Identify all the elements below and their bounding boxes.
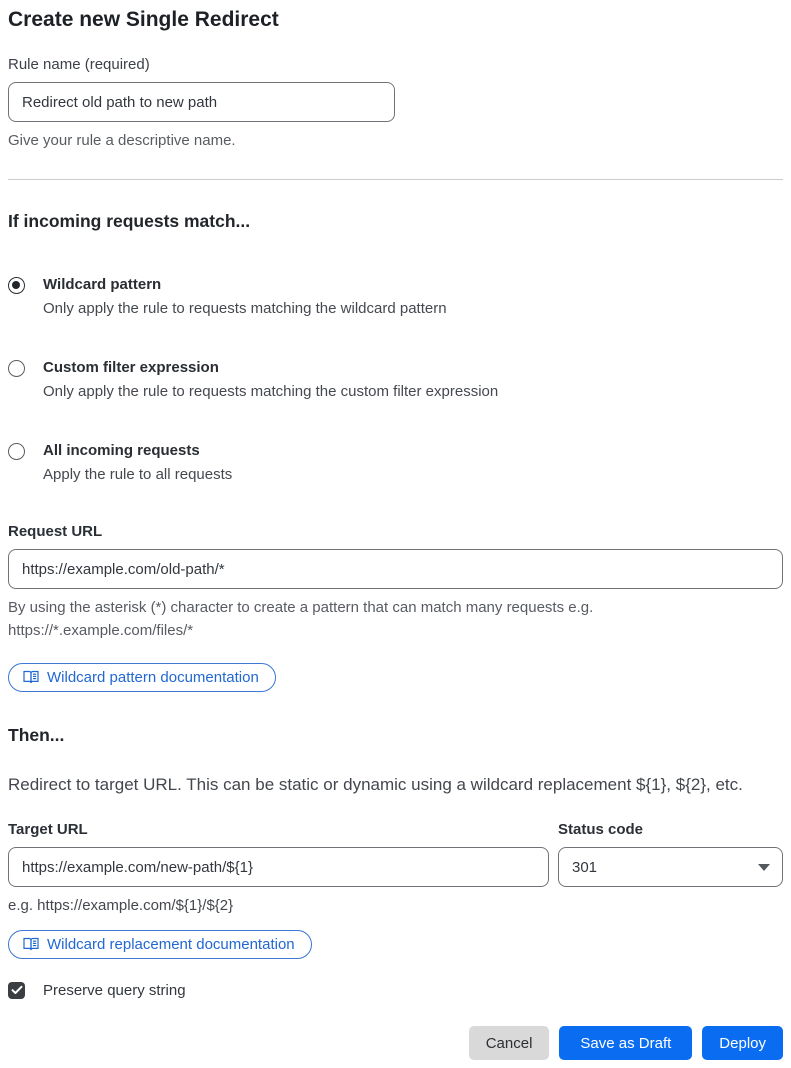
radio-option-wildcard-pattern[interactable] bbox=[8, 274, 783, 320]
radio-description: Only apply the rule to requests matching the wildcard pattern bbox=[43, 300, 447, 317]
preserve-query-string-label: Preserve query string bbox=[43, 982, 186, 999]
target-url-helper: e.g. https://example.com/${1}/${2} bbox=[8, 897, 234, 914]
cancel-button[interactable]: Cancel bbox=[469, 1026, 550, 1060]
rule-name-input[interactable] bbox=[8, 82, 395, 122]
radio-button[interactable] bbox=[8, 360, 25, 377]
then-section-heading: Then... bbox=[8, 725, 65, 745]
section-divider bbox=[8, 179, 783, 180]
match-type-radio-group bbox=[8, 274, 783, 486]
book-icon bbox=[23, 937, 39, 951]
request-url-helper bbox=[8, 596, 783, 642]
doc-button-label: Wildcard pattern documentation bbox=[47, 668, 259, 686]
radio-label: All incoming requests bbox=[43, 442, 200, 459]
status-code-label: Status code bbox=[558, 821, 644, 838]
preserve-query-string-row[interactable] bbox=[8, 982, 783, 999]
request-url-label: Request URL bbox=[8, 523, 103, 540]
radio-label: Custom filter expression bbox=[43, 359, 219, 376]
target-url-input[interactable] bbox=[8, 847, 549, 887]
footer-actions bbox=[8, 1026, 783, 1060]
target-url-label: Target URL bbox=[8, 821, 88, 838]
request-url-input[interactable] bbox=[8, 549, 783, 589]
deploy-button[interactable]: Deploy bbox=[702, 1026, 783, 1060]
radio-option-all-incoming-requests[interactable] bbox=[8, 440, 783, 486]
book-icon bbox=[23, 670, 39, 684]
request-url-helper-line2: https://*.example.com/files/* bbox=[8, 622, 194, 639]
wildcard-replacement-documentation-button[interactable] bbox=[8, 930, 312, 959]
radio-button-selected[interactable] bbox=[8, 277, 25, 294]
request-url-helper-line1: By using the asterisk (*) character to create a pattern that can match many requests e.g. bbox=[8, 599, 594, 616]
then-section-description: Redirect to target URL. This can be static or dynamic using a wildcard replacement ${1}, ${2}, etc. bbox=[8, 775, 743, 794]
status-code-select[interactable] bbox=[558, 847, 783, 887]
target-row bbox=[8, 797, 783, 917]
wildcard-pattern-documentation-button[interactable] bbox=[8, 663, 276, 692]
page-title: Create new Single Redirect bbox=[8, 8, 279, 31]
save-as-draft-button[interactable]: Save as Draft bbox=[559, 1026, 692, 1060]
radio-label: Wildcard pattern bbox=[43, 276, 162, 293]
rule-name-label: Rule name (required) bbox=[8, 56, 150, 73]
status-code-value: 301 bbox=[572, 858, 598, 876]
radio-button[interactable] bbox=[8, 443, 25, 460]
check-icon bbox=[11, 982, 23, 1000]
doc-button-label: Wildcard replacement documentation bbox=[47, 935, 295, 953]
match-section-heading: If incoming requests match... bbox=[8, 211, 251, 231]
radio-option-custom-filter-expression[interactable] bbox=[8, 357, 783, 403]
radio-description: Apply the rule to all requests bbox=[43, 466, 233, 483]
radio-description: Only apply the rule to requests matching the custom filter expression bbox=[43, 383, 499, 400]
chevron-down-icon bbox=[758, 864, 770, 871]
rule-name-helper: Give your rule a descriptive name. bbox=[8, 132, 236, 149]
checkbox-checked[interactable] bbox=[8, 982, 25, 999]
